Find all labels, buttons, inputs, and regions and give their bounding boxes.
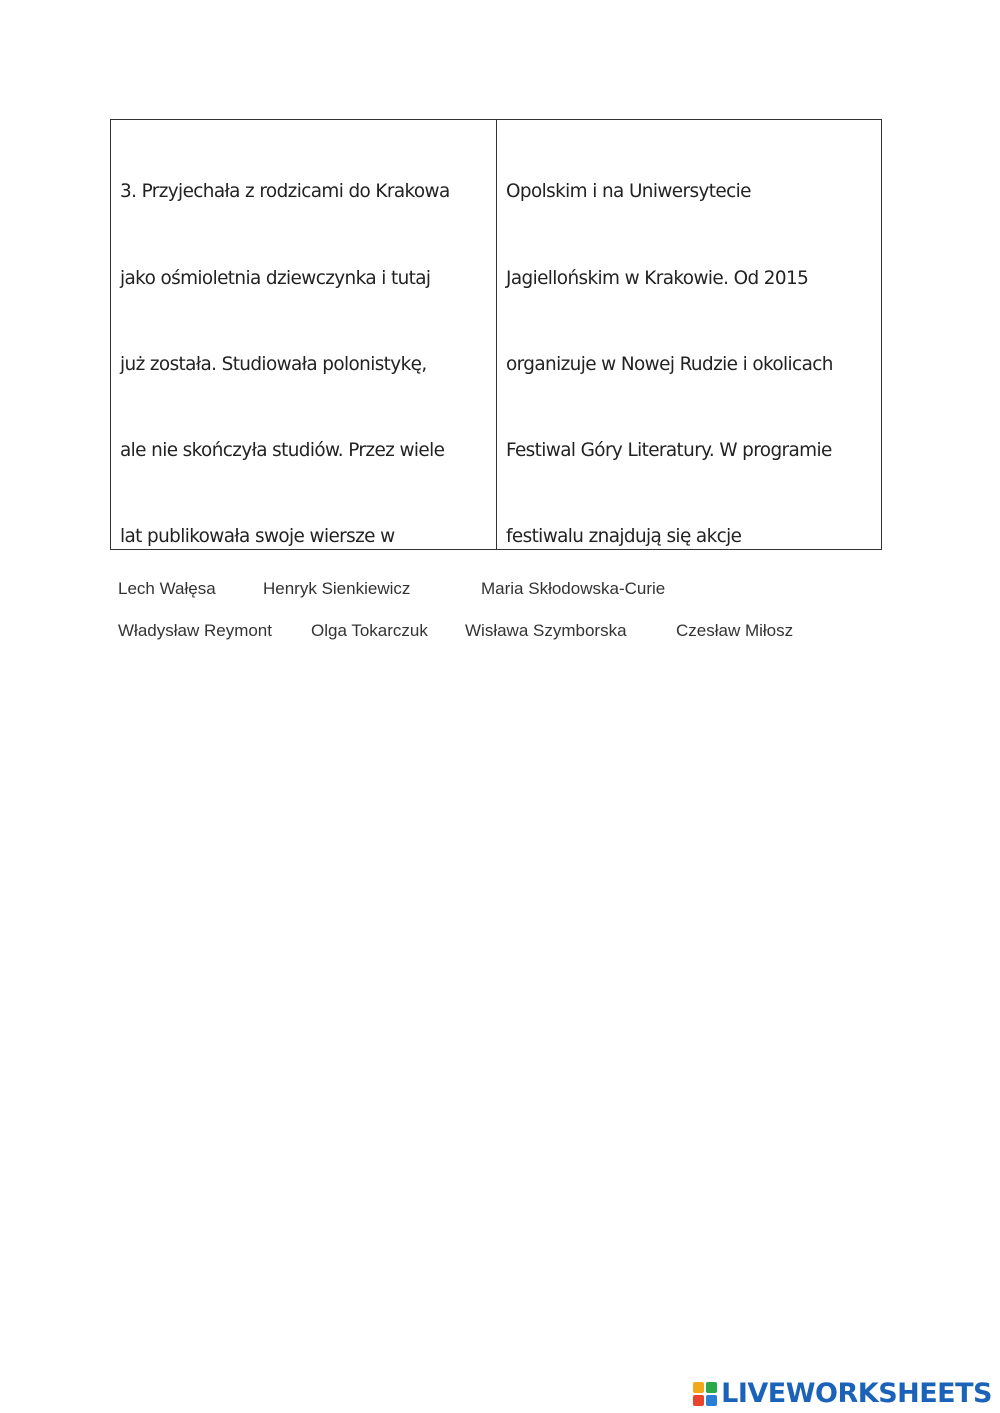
brand-name: LIVEWORKSHEETS: [721, 1378, 992, 1409]
text-line: już została. Studiowała polonistykę,: [120, 353, 427, 375]
text-line: organizuje w Nowej Rudzie i okolicach: [506, 353, 833, 375]
text-line: lat publikowała swoje wiersze w: [120, 525, 395, 547]
text-line: festiwalu znajdują się akcje: [506, 525, 742, 547]
text-line: Festiwal Góry Literatury. W programie: [506, 439, 832, 461]
name-option[interactable]: Henryk Sienkiewicz: [263, 579, 411, 598]
name-option[interactable]: Czesław Miłosz: [676, 621, 794, 640]
name-option[interactable]: Wisława Szymborska: [465, 621, 627, 640]
liveworksheets-logo-icon: [693, 1382, 717, 1406]
liveworksheets-brand: [693, 1378, 992, 1409]
text-line: jako ośmioletnia dziewczynka i tutaj: [120, 267, 431, 289]
name-bank: [0, 0, 1000, 700]
name-option[interactable]: Maria Skłodowska-Curie: [481, 579, 666, 598]
text-line: Opolskim i na Uniwersytecie: [506, 181, 751, 203]
name-option[interactable]: Olga Tokarczuk: [311, 621, 428, 640]
name-option[interactable]: Władysław Reymont: [118, 621, 272, 640]
name-option[interactable]: Lech Wałęsa: [118, 579, 216, 598]
text-line: Jagiellońskim w Krakowie. Od 2015: [506, 267, 809, 289]
text-line: 3. Przyjechała z rodzicami do Krakowa: [120, 181, 450, 203]
text-line: ale nie skończyła studiów. Przez wiele: [120, 439, 445, 461]
